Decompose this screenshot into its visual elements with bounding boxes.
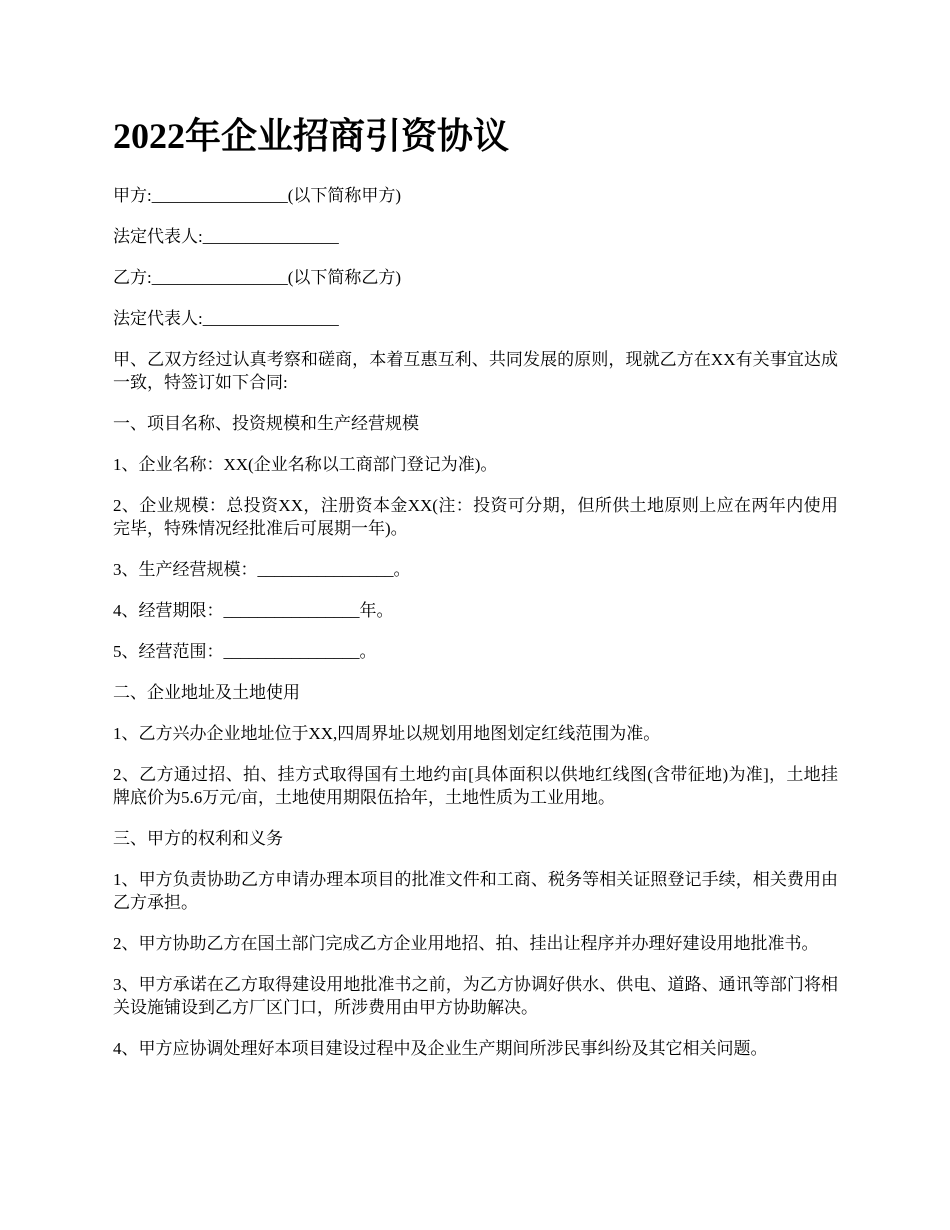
clause-paragraph: 1、乙方兴办企业地址位于XX,四周界址以规划用地图划定红线范围为准。 xyxy=(113,724,661,743)
party-a-representative-line: 法定代表人:________________ xyxy=(113,227,339,246)
clause-paragraph: 1、企业名称：XX(企业名称以工商部门登记为准)。 xyxy=(113,455,498,474)
document-page xyxy=(113,112,838,1078)
clause-paragraph: 4、甲方应协调处理好本项目建设过程中及企业生产期间所涉民事纠纷及其它相关问题。 xyxy=(113,1039,768,1058)
clause-paragraph: 2、乙方通过招、拍、挂方式取得国有土地约亩[具体面积以供地红线图(含带征地)为准]，土地挂牌底价为5.6万元/亩，土地使用期限伍拾年，土地性质为工业用地。 xyxy=(113,765,838,807)
section-heading: 三、甲方的权利和义务 xyxy=(113,829,283,848)
clause-paragraph: 3、生产经营规模：________________。 xyxy=(113,560,411,579)
clause-paragraph: 5、经营范围：________________。 xyxy=(113,642,377,661)
party-a-line: 甲方:________________(以下简称甲方) xyxy=(113,186,402,205)
section-heading: 一、项目名称、投资规模和生产经营规模 xyxy=(113,414,419,433)
document-title: 2022年企业招商引资协议 xyxy=(113,116,510,156)
section-heading: 二、企业地址及土地使用 xyxy=(113,683,300,702)
clause-paragraph: 4、经营期限：________________年。 xyxy=(113,601,394,620)
party-b-representative-line: 法定代表人:________________ xyxy=(113,309,339,328)
document-body xyxy=(113,184,838,1060)
clause-paragraph: 2、甲方协助乙方在国土部门完成乙方企业用地招、拍、挂出让程序并办理好建设用地批准书。 xyxy=(113,934,819,953)
preamble-paragraph: 甲、乙双方经过认真考察和磋商，本着互惠互利、共同发展的原则，现就乙方在XX有关事宜达成一致，特签订如下合同: xyxy=(113,350,838,392)
clause-paragraph: 2、企业规模：总投资XX，注册资本金XX(注：投资可分期，但所供土地原则上应在两年内使用完毕，特殊情况经批准后可展期一年)。 xyxy=(113,496,838,538)
clause-paragraph: 3、甲方承诺在乙方取得建设用地批准书之前，为乙方协调好供水、供电、道路、通讯等部门将相关设施铺设到乙方厂区门口，所涉费用由甲方协助解决。 xyxy=(113,975,838,1017)
party-b-line: 乙方:________________(以下简称乙方) xyxy=(113,268,402,287)
clause-paragraph: 1、甲方负责协助乙方申请办理本项目的批准文件和工商、税务等相关证照登记手续，相关费用由乙方承担。 xyxy=(113,870,838,912)
